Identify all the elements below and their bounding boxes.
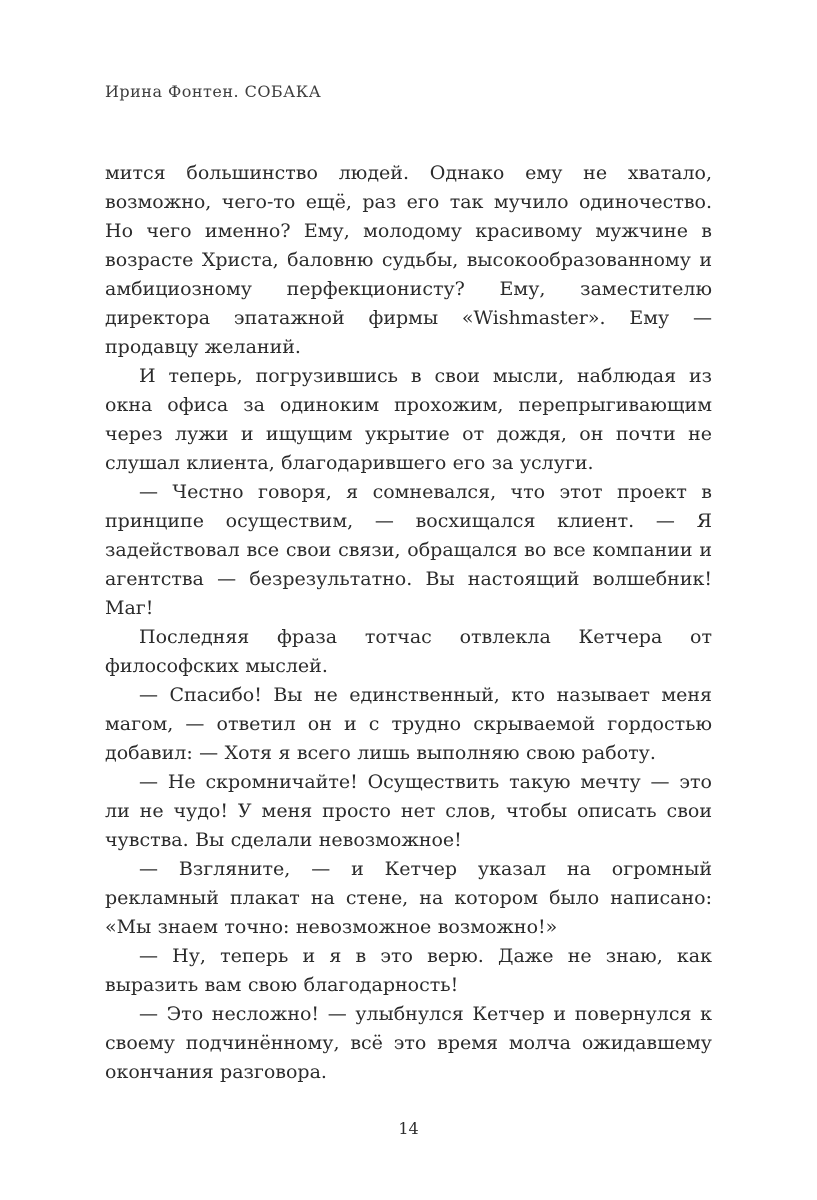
paragraph: — Честно говоря, я сомневался, что этот проект в принципе осуществим, — восхищался клиент. — Я задействовал все свои связи, обращался во все компании и агентства — безрезультатно. Вы настоящий волшебник! Маг!: [105, 481, 712, 619]
running-header: Ирина Фонтен. СОБАКА: [105, 82, 322, 101]
paragraph: И теперь, погрузившись в свои мысли, наблюдая из окна офиса за одиноким прохожим, перепрыгивающим через лужи и ищущим укрытие от дождя, он почти не слушал клиента, благодарившего его за услуги.: [105, 365, 712, 474]
paragraph: — Спасибо! Вы не единственный, кто называет меня магом, — ответил он и с трудно скрываемой гордостью добавил: — Хотя я всего лишь выполняю свою работу.: [105, 684, 712, 764]
paragraph: мится большинство людей. Однако ему не хватало, возможно, чего-то ещё, раз его так мучило одиночество. Но чего именно? Ему, молодому красивому мужчине в возрасте Христа, баловню судьбы, высокообразованному и амбициозному перфекционисту? Ему, заместителю директора эпатажной фирмы «Wishmaster». Ему — продавцу желаний.: [105, 162, 712, 358]
paragraph: Последняя фраза тотчас отвлекла Кетчера от философских мыслей.: [105, 626, 712, 677]
paragraph: — Ну, теперь и я в это верю. Даже не знаю, как выразить вам свою благодарность!: [105, 945, 712, 996]
paragraph: — Не скромничайте! Осуществить такую мечту — это ли не чудо! У меня просто нет слов, чтобы описать свои чувства. Вы сделали невозможное!: [105, 771, 712, 851]
paragraph: — Взгляните, — и Кетчер указал на огромный рекламный плакат на стене, на котором было написано: «Мы знаем точно: невозможное возможно!»: [105, 858, 712, 938]
paragraph: — Это несложно! — улыбнулся Кетчер и повернулся к своему подчинённому, всё это время молча ожидавшему окончания разговора.: [105, 1003, 712, 1083]
page-number: 14: [398, 1119, 419, 1138]
page-body: [105, 159, 712, 1087]
